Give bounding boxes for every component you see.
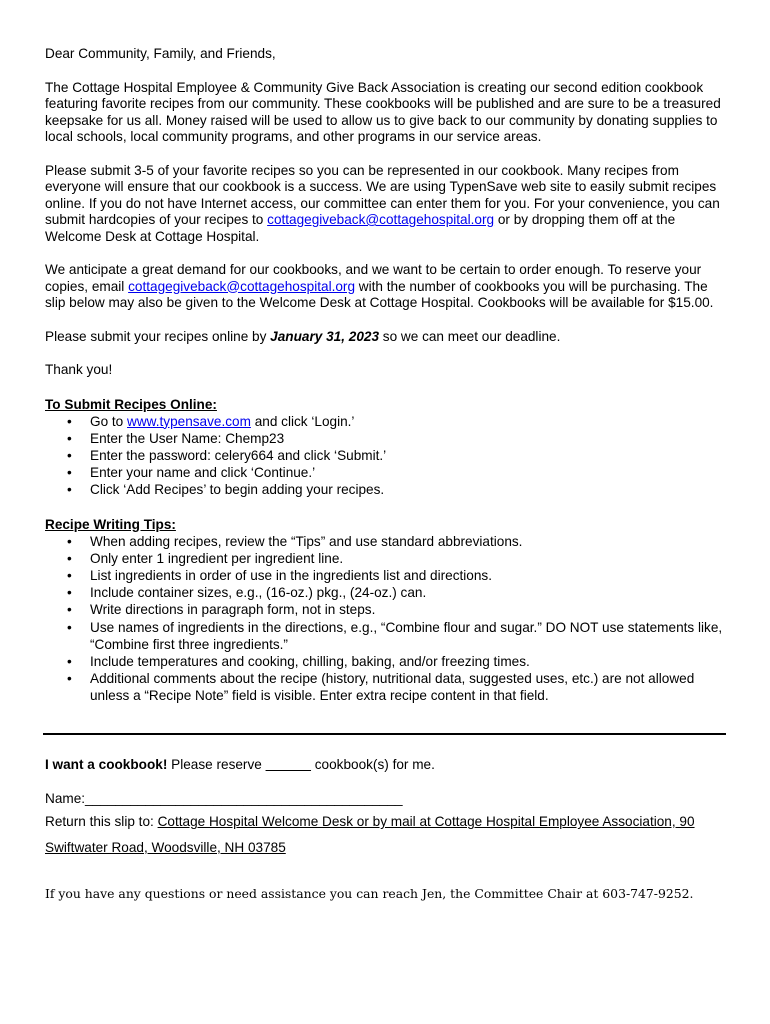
step-text: Click ‘Add Recipes’ to begin adding your recipes. — [90, 482, 385, 498]
contact-footer: If you have any questions or need assistance you can reach Jen, the Committee Chair at 603-747-9252. — [45, 886, 694, 901]
tip-text: Additional comments about the recipe (history, nutritional data, suggested uses, etc.) are not allowed unless a “Recipe Note” field is visible. Enter extra recipe content in that field. — [90, 671, 695, 704]
bullet-icon: • — [67, 430, 72, 446]
slip-divider — [43, 733, 726, 735]
return-line-2 — [45, 839, 735, 856]
greeting: Dear Community, Family, and Friends, — [45, 46, 276, 61]
tip-text: Write directions in paragraph form, not in steps. — [90, 602, 376, 618]
list-item — [45, 550, 725, 567]
name-line — [45, 790, 735, 807]
intro-paragraph: The Cottage Hospital Employee & Community Give Back Association is creating our second edition cookbook featuring favorite recipes from our community. These cookbooks will be published and are sure to be a treasured keepsake for us all. Money raised will be used to allow us to give back to our community by donating supplies to local schools, local community programs, and other programs in our service areas. — [45, 79, 721, 144]
deadline-date: January 31, 2023 — [270, 328, 380, 344]
step-text: Enter the User Name: Chemp23 — [90, 430, 285, 446]
tips-section-title: Recipe Writing Tips: — [45, 516, 176, 532]
submit-section-title: To Submit Recipes Online: — [45, 396, 217, 412]
list-item — [45, 584, 725, 601]
bullet-icon: • — [67, 653, 72, 669]
bullet-icon: • — [67, 550, 72, 566]
bullet-icon: • — [67, 465, 72, 481]
tip-text: Include temperatures and cooking, chilling, baking, and/or freezing times. — [90, 653, 530, 669]
list-item — [45, 430, 725, 447]
bullet-icon: • — [67, 447, 72, 463]
list-item — [45, 653, 725, 670]
deadline-text-end: so we can meet our deadline. — [379, 328, 561, 344]
bullet-icon: • — [67, 671, 72, 687]
giveback-email-link[interactable]: cottagegiveback@cottagehospital.org — [267, 212, 495, 227]
tip-text: When adding recipes, review the “Tips” and use standard abbreviations. — [90, 533, 523, 549]
list-item — [45, 481, 725, 498]
step-text-end: and click ‘Login.’ — [250, 413, 355, 429]
return-address-line1: Cottage Hospital Welcome Desk or by mail at Cottage Hospital Employee Association, 90 — [157, 814, 695, 829]
tip-text: Use names of ingredients in the directions, e.g., “Combine flour and sugar.” DO NOT use statements like, “Combine first three ingredients.” — [90, 619, 723, 652]
bullet-icon: • — [67, 413, 72, 429]
name-blank[interactable]: __________________________________________ — [85, 791, 403, 806]
deadline-paragraph — [45, 329, 725, 346]
list-item — [45, 619, 725, 653]
reserve-line — [45, 756, 735, 773]
reserve-email-link[interactable]: cottagegiveback@cottagehospital.org — [128, 278, 356, 294]
list-item — [45, 464, 725, 481]
step-text: Go to — [90, 413, 128, 429]
return-line — [45, 813, 735, 830]
reserve-paragraph-text-end: with the number of cookbooks you will be purchasing. The slip below may also be given to the Welcome Desk at Cottage Hospital. Cookbooks will be available for $15.00. — [45, 278, 714, 310]
return-address-line2: Swiftwater Road, Woodsville, NH 03785 — [45, 840, 286, 855]
tip-text: Only enter 1 ingredient per ingredient line. — [90, 550, 344, 566]
reserve-paragraph — [45, 262, 725, 312]
step-text: Enter your name and click ‘Continue.’ — [90, 465, 316, 481]
bullet-icon: • — [67, 602, 72, 618]
name-label: Name: — [45, 791, 86, 806]
submit-paragraph-text-end: or by dropping them off at the Welcome Desk at Cottage Hospital. — [45, 212, 676, 244]
letter-body — [45, 46, 725, 705]
bullet-icon: • — [67, 533, 72, 549]
list-item — [45, 567, 725, 584]
bullet-icon: • — [67, 482, 72, 498]
bullet-icon: • — [67, 619, 72, 635]
bullet-icon: • — [67, 567, 72, 583]
submit-paragraph — [45, 163, 725, 246]
list-item — [45, 447, 725, 464]
return-label: Return this slip to: — [45, 814, 158, 829]
list-item — [45, 413, 725, 430]
tip-text: List ingredients in order of use in the ingredients list and directions. — [90, 567, 492, 583]
deadline-text: Please submit your recipes online by — [45, 328, 271, 344]
tip-text: Include container sizes, e.g., (16-oz.) pkg., (24-oz.) can. — [90, 585, 427, 601]
submit-paragraph-text: Please submit 3-5 of your favorite recipes so you can be represented in our cookbook. Many recipes from everyone will ensure that our cookbook is a success. We are using TypenSave web site to easily submit recipes online. If you do not have Internet access, our committee can enter them for you. For your convenience, you can submit hardcopies of your recipes to — [45, 162, 720, 227]
list-item — [45, 601, 725, 618]
bullet-icon: • — [67, 585, 72, 601]
list-item — [45, 533, 725, 550]
thank-you: Thank you! — [45, 362, 113, 377]
want-cookbook-label: I want a cookbook! — [45, 757, 168, 772]
typensave-link[interactable]: www.typensave.com — [127, 413, 251, 429]
submit-steps-list — [45, 413, 725, 499]
tips-list — [45, 533, 725, 705]
list-item — [45, 670, 725, 704]
quantity-blank[interactable]: ______ — [265, 757, 311, 772]
step-text: Enter the password: celery664 and click ‘Submit.’ — [90, 447, 387, 463]
reserve-paragraph-text: We anticipate a great demand for our cookbooks, and we want to be certain to order enough. To reserve your copies, email — [45, 262, 702, 294]
reserve-text: Please reserve — [167, 757, 266, 772]
reserve-text-end: cookbook(s) for me. — [310, 757, 435, 772]
